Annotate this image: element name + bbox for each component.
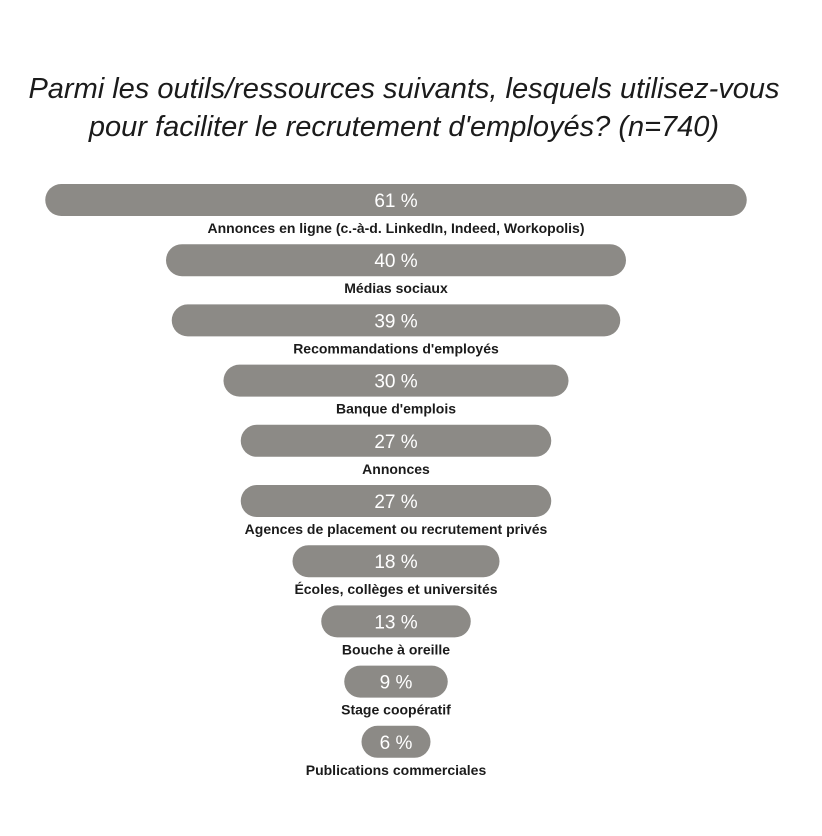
bar-value-label-5: 27 % — [374, 431, 418, 453]
chart-title-line-1: Parmi les outils/ressources suivants, lesquels utilisez-vous — [28, 73, 780, 105]
chart-title-line-2: pour faciliter le recrutement d'employés? (n=740) — [88, 111, 720, 143]
bar-value-label-10: 6 % — [379, 732, 413, 754]
category-label-2: Médias sociaux — [344, 280, 448, 297]
bar-value-label-4: 30 % — [374, 371, 418, 393]
category-label-5: Annonces — [362, 460, 430, 477]
category-label-9: Stage coopératif — [341, 701, 451, 718]
bar-value-label-1: 61 % — [374, 191, 418, 212]
category-label-8: Bouche à oreille — [341, 641, 451, 658]
category-label-10: Publications commerciales — [305, 761, 487, 778]
bar-value-label-3: 39 % — [374, 311, 418, 333]
bar-value-label-6: 27 % — [374, 492, 418, 513]
bar-value-label-8: 13 % — [374, 612, 418, 634]
category-label-1: Annonces en ligne (c.-à-d. LinkedIn, Indeed, Workopolis) — [207, 220, 585, 236]
bar-value-label-7: 18 % — [374, 552, 418, 574]
category-label-6: Agences de placement ou recrutement privés — [244, 521, 548, 537]
category-label-4: Banque d'emplois — [335, 400, 457, 417]
category-label-7: Écoles, collèges et universités — [294, 581, 498, 598]
category-label-3: Recommandations d'employés — [293, 340, 499, 357]
bar-value-label-9: 9 % — [379, 672, 413, 694]
bar-value-label-2: 40 % — [374, 251, 418, 273]
